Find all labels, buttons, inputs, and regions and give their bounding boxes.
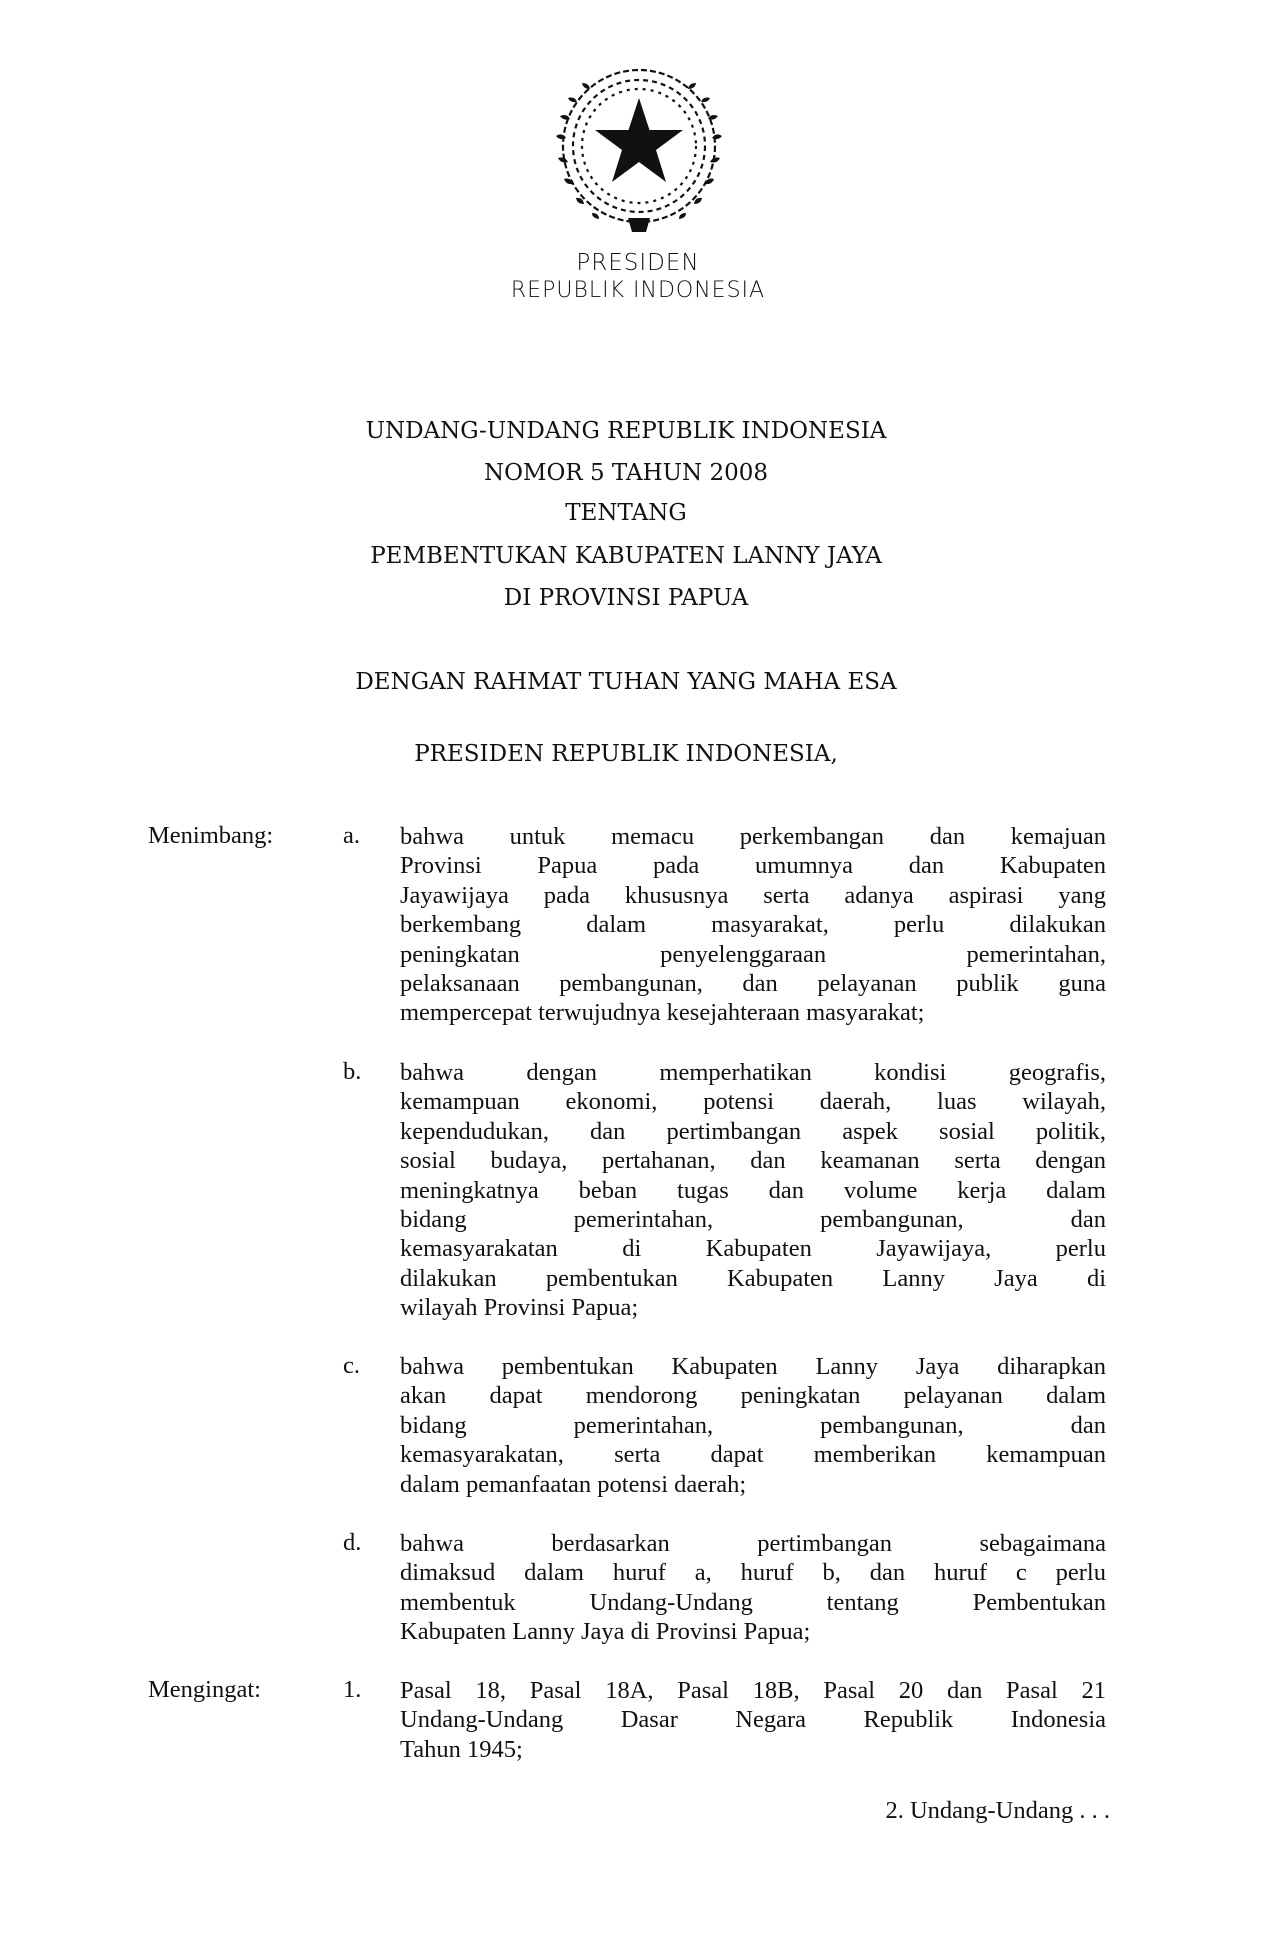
mengingat-label: Mengingat: xyxy=(148,1676,261,1703)
item-marker-a: a. xyxy=(343,822,360,849)
menimbang-item-d xyxy=(400,1529,1106,1647)
emblem-caption-republik: REPUBLIK INDONESIA xyxy=(510,278,766,303)
title-subject: PEMBENTUKAN KABUPATEN LANNY JAYA xyxy=(370,543,882,569)
title-province: DI PROVINSI PAPUA xyxy=(503,585,749,611)
title-tentang: TENTANG xyxy=(565,500,687,526)
text-line: Jayawijaya pada khususnya serta adanya aspirasi yang xyxy=(400,881,1106,909)
text-line: dimaksud dalam huruf a, huruf b, dan huruf c perlu xyxy=(400,1559,1106,1587)
text-line: akan dapat mendorong peningkatan pelayanan dalam xyxy=(400,1382,1106,1410)
text-line: bidang pemerintahan, pembangunan, dan xyxy=(400,1206,1106,1234)
text-line: kemampuan ekonomi, potensi daerah, luas wilayah, xyxy=(400,1088,1106,1116)
text-line: bidang pemerintahan, pembangunan, dan xyxy=(400,1411,1106,1439)
text-line: dilakukan pembentukan Kabupaten Lanny Jaya di xyxy=(400,1264,1106,1292)
menimbang-item-a xyxy=(400,822,1106,1028)
text-line: dalam pemanfaatan potensi daerah; xyxy=(400,1470,747,1498)
text-line: bahwa berdasarkan pertimbangan sebagaimana xyxy=(400,1530,1106,1557)
text-line: bahwa pembentukan Kabupaten Lanny Jaya diharapkan xyxy=(400,1353,1106,1380)
title-number-year: NOMOR 5 TAHUN 2008 xyxy=(483,460,769,486)
item-marker-1: 1. xyxy=(343,1676,362,1703)
menimbang-item-c xyxy=(400,1352,1106,1499)
text-line: peningkatan penyelenggaraan pemerintahan, xyxy=(400,940,1106,968)
text-line: bahwa dengan memperhatikan kondisi geografis, xyxy=(400,1059,1106,1086)
text-line: pelaksanaan pembangunan, dan pelayanan publik guna xyxy=(400,970,1106,998)
presidential-emblem-icon xyxy=(548,66,730,236)
text-line: Provinsi Papua pada umumnya dan Kabupaten xyxy=(400,852,1106,880)
text-line: Tahun 1945; xyxy=(400,1735,523,1763)
text-line: sosial budaya, pertahanan, dan keamanan serta dengan xyxy=(400,1147,1106,1175)
item-marker-c: c. xyxy=(343,1352,360,1379)
text-line: berkembang dalam masyarakat, perlu dilakukan xyxy=(400,911,1106,939)
text-line: kemasyarakatan di Kabupaten Jayawijaya, perlu xyxy=(400,1235,1106,1263)
text-line: membentuk Undang-Undang tentang Pembentukan xyxy=(400,1588,1106,1616)
emblem-caption-presiden: PRESIDEN xyxy=(576,250,700,276)
text-line: Undang-Undang Dasar Negara Republik Indonesia xyxy=(400,1706,1106,1734)
item-marker-d: d. xyxy=(343,1529,362,1556)
text-line: meningkatnya beban tugas dan volume kerja dalam xyxy=(400,1176,1106,1204)
text-line: bahwa untuk memacu perkembangan dan kemajuan xyxy=(400,823,1106,850)
item-marker-b: b. xyxy=(343,1058,362,1085)
text-line: kemasyarakatan, serta dapat memberikan kemampuan xyxy=(400,1441,1106,1469)
preamble-blessing: DENGAN RAHMAT TUHAN YANG MAHA ESA xyxy=(355,669,897,695)
text-line: mempercepat terwujudnya kesejahteraan masyarakat; xyxy=(400,999,925,1027)
text-line: Kabupaten Lanny Jaya di Provinsi Papua; xyxy=(400,1618,811,1646)
title-law-type: UNDANG-UNDANG REPUBLIK INDONESIA xyxy=(365,418,887,444)
mengingat-item-1 xyxy=(400,1676,1106,1764)
page-continuation: 2. Undang-Undang . . . xyxy=(885,1797,1110,1824)
text-line: wilayah Provinsi Papua; xyxy=(400,1294,639,1322)
text-line: Pasal 18, Pasal 18A, Pasal 18B, Pasal 20 dan Pasal 21 xyxy=(400,1677,1106,1704)
menimbang-label: Menimbang: xyxy=(148,822,274,849)
menimbang-item-b xyxy=(400,1058,1106,1323)
preamble-president: PRESIDEN REPUBLIK INDONESIA, xyxy=(414,741,838,767)
text-line: kependudukan, dan pertimbangan aspek sosial politik, xyxy=(400,1117,1106,1145)
